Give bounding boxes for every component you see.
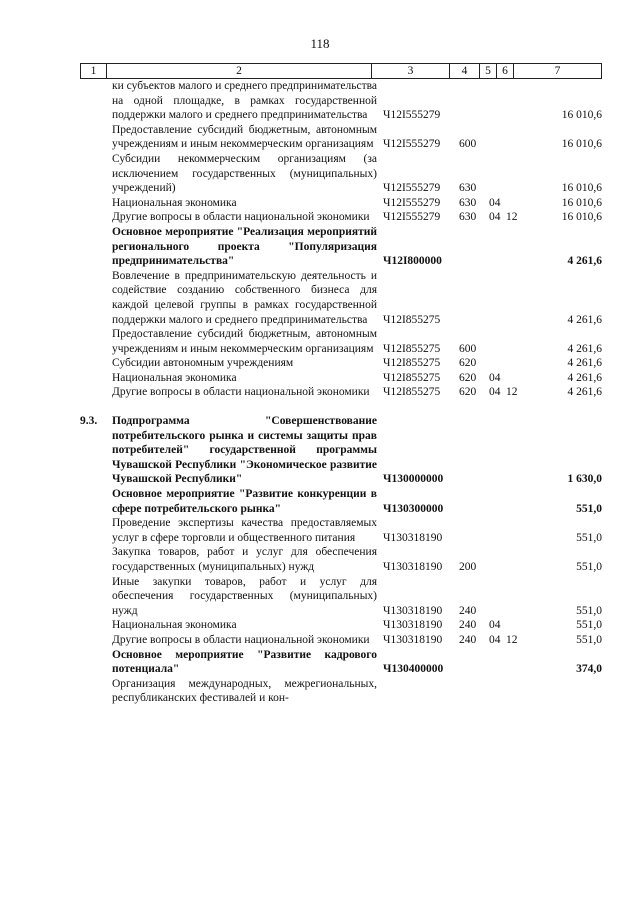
row-expense-type: 630 xyxy=(459,211,477,224)
row-amount: 374,0 xyxy=(576,663,602,676)
table-row xyxy=(80,633,602,648)
row-expense-type: 630 xyxy=(459,196,477,209)
row-name: Основное мероприятие "Развитие конкуренции в сфере потребительского рынка" xyxy=(112,488,377,515)
table-row xyxy=(80,225,602,269)
row-amount: 4 261,6 xyxy=(567,386,602,399)
row-name: Другие вопросы в области национальной экономики xyxy=(112,633,370,646)
row-amount: 16 010,6 xyxy=(561,182,602,195)
row-section: 04 xyxy=(489,211,501,224)
table-header xyxy=(80,63,602,79)
row-section: 04 xyxy=(489,386,501,399)
table-row xyxy=(80,385,602,400)
row-section: 04 xyxy=(489,196,501,209)
row-number xyxy=(80,123,112,152)
table-row xyxy=(80,545,602,574)
row-expense-type: 200 xyxy=(459,561,477,573)
page-number: 118 xyxy=(310,36,330,51)
row-expense-type: 630 xyxy=(459,182,477,195)
row-number xyxy=(80,618,112,633)
row-expense-type: 240 xyxy=(459,633,477,646)
row-number xyxy=(80,196,112,211)
row-name: Иные закупки товаров, работ и услуг для обеспечения государственных (муниципальных) нужд xyxy=(112,575,377,617)
row-amount: 551,0 xyxy=(576,502,602,515)
row-section: 04 xyxy=(489,633,501,646)
row-amount: 16 010,6 xyxy=(561,196,602,209)
row-name: Предоставление субсидий бюджетным, автономным учреждениям и иным некоммерческим организациям xyxy=(112,328,377,355)
table-row xyxy=(80,210,602,225)
row-amount: 4 261,6 xyxy=(567,371,602,384)
row-number xyxy=(80,575,112,619)
row-number xyxy=(80,385,112,400)
row-amount: 1 630,0 xyxy=(567,473,602,486)
row-number xyxy=(80,152,112,196)
row-name: Предоставление субсидий бюджетным, автономным учреждениям и иным некоммерческим организациям xyxy=(112,123,377,151)
row-amount: 4 261,6 xyxy=(567,255,602,268)
row-subsection: 12 xyxy=(506,211,518,224)
table-row xyxy=(80,356,602,371)
row-target-code: Ч12I555279 xyxy=(383,109,441,122)
section-spacer xyxy=(80,400,602,414)
row-amount: 551,0 xyxy=(576,619,602,632)
row-target-code: Ч12I855275 xyxy=(383,386,441,399)
row-target-code: Ч130318190 xyxy=(383,619,443,632)
header-col-7: 7 xyxy=(554,65,561,77)
row-name: Организация международных, межрегиональных, республиканских фестивалей и кон- xyxy=(112,677,377,705)
row-number xyxy=(80,677,112,706)
table-row xyxy=(80,487,602,516)
row-number: 9.3. xyxy=(80,415,98,428)
header-col-4: 4 xyxy=(450,64,480,78)
row-expense-type: 240 xyxy=(459,604,477,617)
row-name: Другие вопросы в области национальной экономики xyxy=(112,211,370,224)
table-row xyxy=(80,123,602,152)
row-name: Подпрограмма "Совершенствование потребительского рынка и системы защиты прав потребителей" государственной программы Чувашской Республики "Экономическое развитие Чувашской Республики" xyxy=(112,415,377,486)
row-amount: 551,0 xyxy=(576,531,602,544)
row-name: Другие вопросы в области национальной экономики xyxy=(112,386,370,399)
row-amount: 4 261,6 xyxy=(567,342,602,355)
table-row xyxy=(80,327,602,356)
row-target-code: Ч12I855275 xyxy=(383,313,441,326)
row-amount: 16 010,6 xyxy=(561,138,602,151)
row-amount: 551,0 xyxy=(576,561,602,573)
row-target-code: Ч12I555279 xyxy=(383,138,441,151)
row-target-code: Ч130300000 xyxy=(383,502,444,515)
row-amount: 551,0 xyxy=(576,633,602,646)
row-number xyxy=(80,225,112,269)
table-row xyxy=(80,648,602,677)
header-col-1: 1 xyxy=(81,64,107,78)
row-target-code: Ч12I555279 xyxy=(383,196,441,209)
row-name: Основное мероприятие "Развитие кадрового потенциала" xyxy=(112,648,377,676)
row-number xyxy=(80,516,112,545)
row-target-code: Ч12I855275 xyxy=(383,357,441,370)
row-subsection: 12 xyxy=(506,386,518,399)
row-number xyxy=(80,356,112,371)
row-name: Субсидии автономным учреждениям xyxy=(112,357,294,370)
row-target-code: Ч130318190 xyxy=(383,633,443,646)
row-number xyxy=(80,371,112,386)
row-number xyxy=(80,210,112,225)
header-col-3: 3 xyxy=(372,64,450,78)
header-col-2: 2 xyxy=(107,64,372,78)
row-amount: 551,0 xyxy=(576,604,602,617)
row-name: Субсидии некоммерческим организациям (за исключением государственных (муниципальных) учреждений) xyxy=(112,152,377,195)
row-expense-type: 620 xyxy=(459,386,477,399)
table-row xyxy=(80,79,602,123)
row-target-code: Ч12I800000 xyxy=(383,255,442,268)
row-number xyxy=(80,327,112,356)
row-expense-type: 240 xyxy=(459,619,477,632)
row-target-code: Ч12I855275 xyxy=(383,342,441,355)
row-expense-type: 600 xyxy=(459,138,477,151)
table-row xyxy=(80,196,602,211)
row-section: 04 xyxy=(489,371,501,384)
table-row xyxy=(80,575,602,619)
row-name: Основное мероприятие "Реализация мероприятий регионального проекта "Популяризация предпринимательства" xyxy=(112,225,377,268)
row-amount: 4 261,6 xyxy=(567,313,602,326)
table-row xyxy=(80,516,602,545)
row-number xyxy=(80,545,112,574)
row-number xyxy=(80,648,112,677)
table-row xyxy=(80,414,602,487)
row-amount: 4 261,6 xyxy=(567,357,602,370)
table-row xyxy=(80,618,602,633)
row-target-code: Ч12I555279 xyxy=(383,182,441,195)
row-expense-type: 620 xyxy=(459,357,477,370)
row-name: Закупка товаров, работ и услуг для обеспечения государственных (муниципальных) нужд xyxy=(112,546,377,573)
row-subsection: 12 xyxy=(506,633,518,646)
row-name: Национальная экономика xyxy=(112,619,237,632)
row-target-code: Ч130318190 xyxy=(383,531,443,544)
row-target-code: Ч130318190 xyxy=(383,561,443,573)
row-expense-type: 620 xyxy=(459,371,477,384)
table-row xyxy=(80,269,602,327)
row-name: Национальная экономика xyxy=(112,371,237,384)
row-name: ки субъектов малого и среднего предпринимательства на одной площадке, в рамках государственной поддержки малого и среднего предпринимательства xyxy=(112,80,377,122)
header-col-5: 5 xyxy=(480,64,497,78)
row-amount: 16 010,6 xyxy=(561,109,602,122)
row-number xyxy=(80,633,112,648)
row-number xyxy=(80,487,112,516)
row-number xyxy=(80,269,112,327)
table-row xyxy=(80,677,602,706)
table-row xyxy=(80,152,602,196)
row-section: 04 xyxy=(489,619,501,632)
row-target-code: Ч12I555279 xyxy=(383,211,441,224)
row-expense-type: 600 xyxy=(459,342,477,355)
row-target-code: Ч12I855275 xyxy=(383,371,441,384)
row-name: Проведение экспертизы качества предоставляемых услуг в сфере торговли и общественного питания xyxy=(112,517,377,544)
budget-table-body xyxy=(80,79,602,706)
row-target-code: Ч130000000 xyxy=(383,473,444,486)
row-amount: 16 010,6 xyxy=(561,211,602,224)
row-number xyxy=(80,79,112,123)
row-name: Национальная экономика xyxy=(112,196,237,209)
row-target-code: Ч130400000 xyxy=(383,663,444,676)
row-name: Вовлечение в предпринимательскую деятельность и содействие созданию собственного бизнеса для каждой целевой группы в рамках государственной поддержки малого и среднего предпринимательства xyxy=(112,269,377,326)
table-row xyxy=(80,371,602,386)
row-target-code: Ч130318190 xyxy=(383,604,443,617)
header-col-6: 6 xyxy=(497,64,514,78)
